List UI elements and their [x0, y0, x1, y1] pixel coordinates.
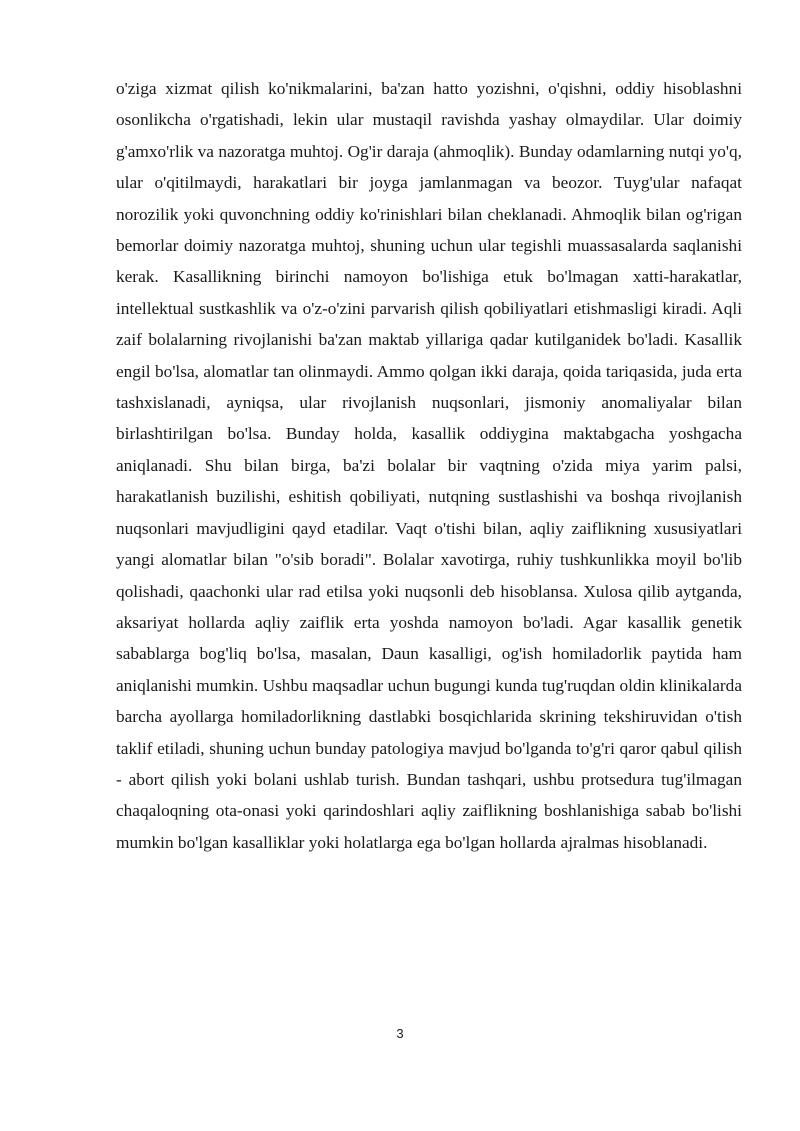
body-paragraph: o'ziga xizmat qilish ko'nikmalarini, ba'zan hatto yozishni, o'qishni, oddiy hisoblashni osonlikcha o'rgatishadi, lekin ular mustaqil ravishda yashay olmaydilar. Ular doimiy g'amxo'rlik va nazoratga muhtoj. Og'ir daraja (ahmoqlik). Bunday odamlarning nutqi yo'q, ular o'qitilmaydi, harakatlari bir joyga jamlanmagan va beozor. Tuyg'ular nafaqat norozilik yoki quvonchning oddiy ko'rinishlari bilan cheklanadi. Ahmoqlik bilan og'rigan bemorlar doimiy nazoratga muhtoj, shuning uchun ular tegishli muassasalarda saqlanishi kerak. Kasallikning birinchi namoyon bo'lishiga etuk bo'lmagan xatti-harakatlar, intellektual sustkashlik va o'z-o'zini parvarish qilish qobiliyatlari etishmasligi kiradi. Aqli zaif bolalarning rivojlanishi ba'zan maktab yillariga qadar kutilganidek bo'ladi. Kasallik engil bo'lsa, alomatlar tan olinmaydi. Ammo qolgan ikki daraja, qoida tariqasida, juda erta tashxislanadi, ayniqsa, ular rivojlanish nuqsonlari, jismoniy anomaliyalar bilan birlashtirilgan bo'lsa. Bunday holda, kasallik oddiygina maktabgacha yoshgacha aniqlanadi. Shu bilan birga, ba'zi bolalar bir vaqtning o'zida miya yarim palsi, harakatlanish buzilishi, eshitish qobiliyati, nutqning sustlashishi va boshqa rivojlanish nuqsonlari mavjudligini qayd etadilar. Vaqt o'tishi bilan, aqliy zaiflikning xususiyatlari yangi alomatlar bilan "o'sib boradi". Bolalar xavotirga, ruhiy tushkunlikka moyil bo'lib qolishadi, qaachonki ular rad etilsa yoki nuqsonli deb hisoblansa. Xulosa qilib aytganda, aksariyat hollarda aqliy zaiflik erta yoshda namoyon bo'ladi. Agar kasallik genetik sabablarga bog'liq bo'lsa, masalan, Daun kasalligi, og'ish homiladorlik paytida ham aniqlanishi mumkin. Ushbu maqsadlar uchun bugungi kunda tug'ruqdan oldin klinikalarda barcha ayollarga homiladorlikning dastlabki bosqichlarida skrining tekshiruvidan o'tish taklif etiladi, shuning uchun bunday patologiya mavjud bo'lganda to'g'ri qaror qabul qilish - abort qilish yoki bolani ushlab turish. Bundan tashqari, ushbu protsedura tug'ilmagan chaqaloqning ota-onasi yoki qarindoshlari aqliy zaiflikning boshlanishiga sabab bo'lishi mumkin bo'lgan kasalliklar yoki holatlarga ega bo'lgan hollarda ajralmas hisoblanadi. — [116, 79, 742, 852]
page-number: 3 — [396, 1026, 404, 1041]
